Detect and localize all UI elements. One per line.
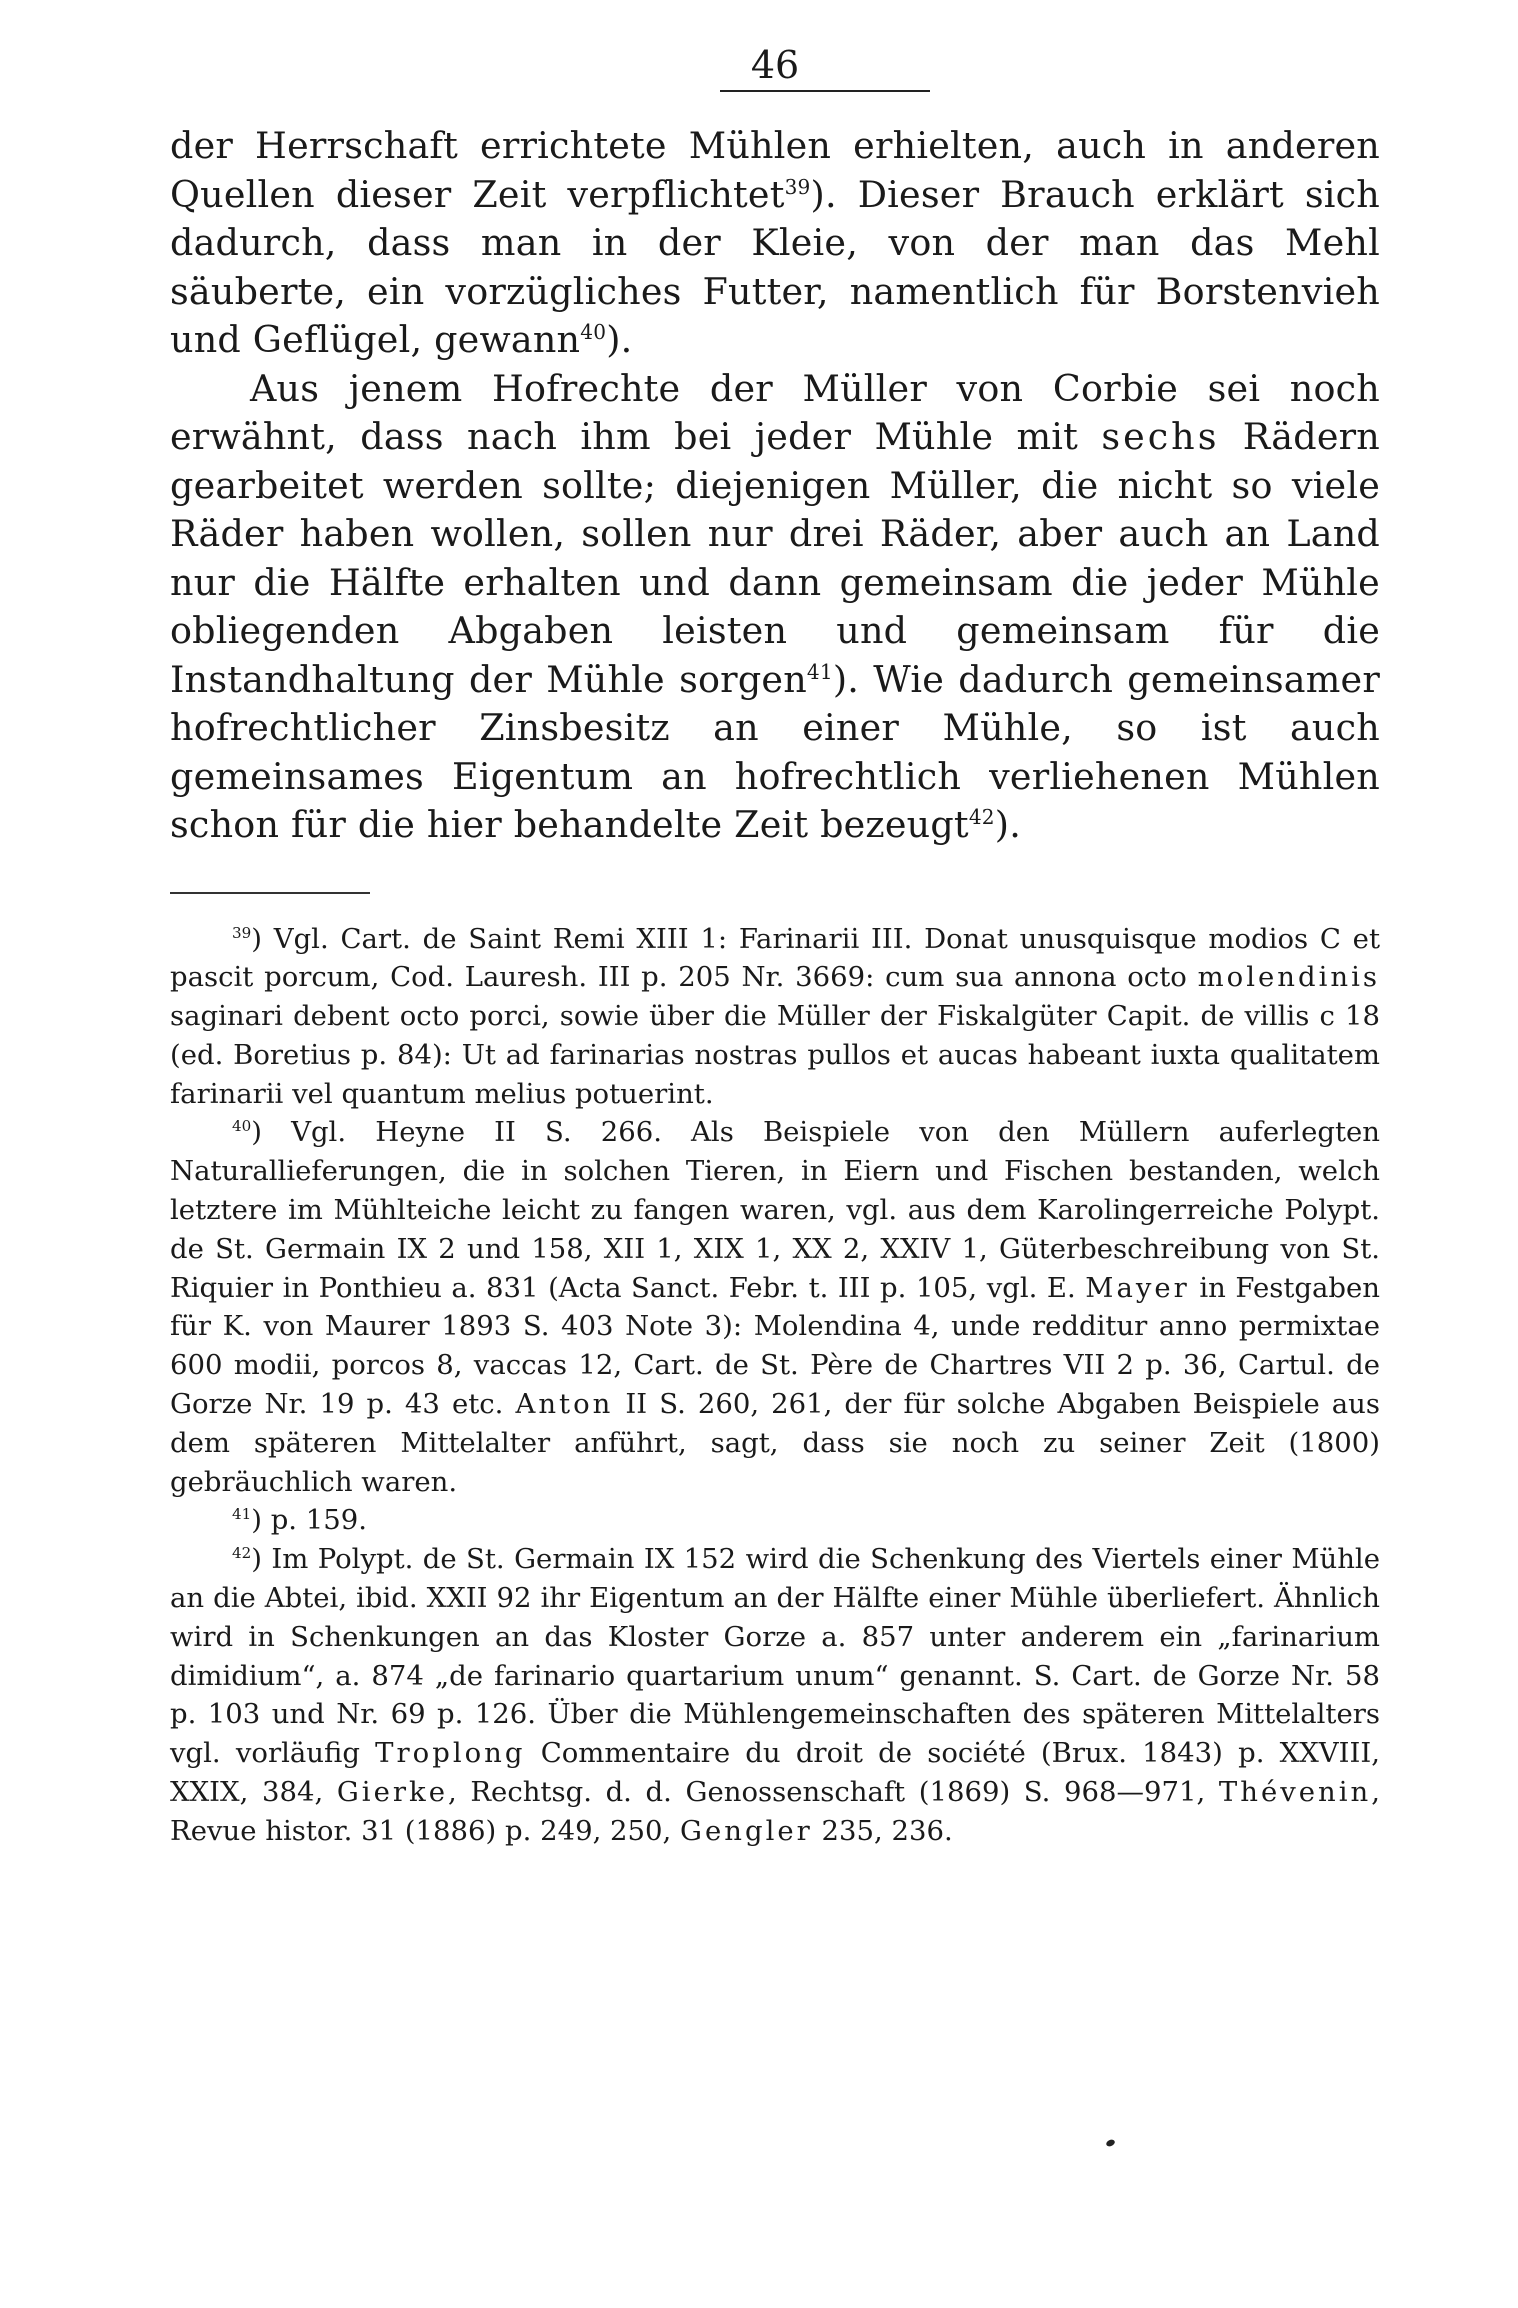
footnote bbox=[170, 1501, 1380, 1540]
footnote-ref: 41 bbox=[806, 659, 833, 684]
text-run: ) Im Polypt. de St. Germain IX 152 wird die Schenkung des Viertels einer Mühle an die Abtei, ibid. XXII 92 ihr Eigentum an der Hälfte einer Mühle überliefert. Ähnlich wird in Schenkungen an das Kloster Gorze a. 857 unter anderem ein „farinarium dimidium“, a. 874 „de farinario quartarium unum“ genannt. S. Cart. de Gorze Nr. 58 p. 103 und Nr. 69 p. 126. Über die Mühlengemeinschaften des späteren Mittelalters vgl. vorläufig bbox=[170, 1543, 1380, 1770]
spaced-emphasis: Anton bbox=[515, 1388, 614, 1421]
ink-mark bbox=[1105, 2138, 1116, 2147]
spaced-emphasis: Troplong bbox=[375, 1737, 526, 1770]
footnote-mark-wrap bbox=[170, 1116, 251, 1148]
footnote-number: 40 bbox=[232, 1117, 252, 1136]
footnote-number: 41 bbox=[232, 1505, 252, 1524]
body-text bbox=[170, 122, 1380, 850]
footnotes bbox=[170, 920, 1380, 1851]
spaced-emphasis: Gengler bbox=[680, 1814, 813, 1847]
footnote-ref: 42 bbox=[968, 804, 995, 829]
page-number-rule bbox=[720, 90, 930, 92]
footnote-number: 39 bbox=[232, 923, 252, 942]
spaced-emphasis: molendinis bbox=[1197, 961, 1380, 994]
text-run: ). Wie dadurch gemeinsamer hofrechtlicher Zinsbesitz an einer Mühle, so ist auch gemeinsames Eigentum an hofrechtlich verliehenen Mühlen schon für die hier behandelte Zeit bezeugt bbox=[170, 657, 1380, 846]
text-run: in Festgaben für K. von Maurer 1893 S. 403 Note 3): Molendina 4, unde redditur anno permixtae 600 modii, porcos 8, vaccas 12, Cart. de St. Père de Chartres VII 2 p. 36, Cartul. de Gorze Nr. 19 p. 43 etc. bbox=[170, 1271, 1381, 1421]
spaced-emphasis: Mayer bbox=[1085, 1271, 1190, 1304]
page-number: 46 bbox=[750, 43, 800, 87]
spaced-emphasis: Thévenin bbox=[1218, 1776, 1372, 1809]
footnote bbox=[170, 1540, 1380, 1850]
text-run: , Revue histor. 31 (1886) p. 249, 250, bbox=[170, 1776, 1380, 1847]
footnote bbox=[170, 920, 1380, 1114]
footnote-number: 42 bbox=[232, 1544, 252, 1563]
text-run: 235, 236. bbox=[812, 1814, 953, 1847]
text-run: , Rechtsg. d. d. Genossenschaft (1869) S. 968—971, bbox=[447, 1776, 1219, 1809]
text-run: ). bbox=[606, 318, 633, 361]
text-run: ) p. 159. bbox=[251, 1504, 368, 1537]
footnote-separator bbox=[170, 892, 370, 894]
footnote-ref: 40 bbox=[580, 319, 607, 344]
text-run: saginari debent octo porci, sowie über die Müller der Fiskalgüter Capit. de villis c 18 (ed. Boretius p. 84): Ut ad farinarias nostras pullos et aucas habeant iuxta qualitatem farinarii vel quantum melius potuerint. bbox=[170, 1000, 1380, 1110]
text-run: ) Vgl. Heyne II S. 266. Als Beispiele von den Müllern auferlegten Naturallieferungen, die in solchen Tieren, in Eiern und Fischen bestanden, welch letztere im Mühlteiche leicht zu fangen waren, vgl. aus dem Karolingerreiche Polypt. de St. Germain IX 2 und 158, XII 1, XIX 1, XX 2, XXIV 1, Güterbeschreibung von St. Riquier in Ponthieu a. 831 (Acta Sanct. Febr. t. III p. 105, vgl. E. bbox=[170, 1116, 1380, 1304]
text-run: der Herrschaft errichtete Mühlen erhielten, auch in anderen Quellen dieser Zeit verpflichtet bbox=[170, 124, 1380, 216]
footnote bbox=[170, 1113, 1380, 1501]
text-run: ) Vgl. Cart. de Saint Remi XIII 1: Farinarii III. Donat unusquisque modios C et pascit porcum, Cod. Lauresh. III p. 205 Nr. 3669: cum sua annona octo bbox=[170, 922, 1380, 994]
footnote-mark-wrap bbox=[170, 923, 251, 955]
page bbox=[170, 40, 1380, 1851]
footnote-mark-wrap bbox=[170, 1504, 251, 1536]
footnote-ref: 39 bbox=[784, 174, 811, 199]
paragraph bbox=[170, 365, 1380, 850]
footnote-mark-wrap bbox=[170, 1543, 251, 1575]
paragraph bbox=[170, 122, 1380, 365]
spaced-emphasis: Gierke bbox=[336, 1776, 448, 1809]
text-run: Rädern gearbeitet werden sollte; diejenigen Müller, die nicht so viele Räder haben wollen, sollen nur drei Räder, aber auch an Land nur die Hälfte erhalten und dann gemeinsam die jeder Mühle obliegenden Abgaben leisten und gemeinsam für die Instandhaltung der Mühle sorgen bbox=[170, 415, 1380, 701]
text-run: ). Dieser Brauch erklärt sich dadurch, dass man in der Kleie, von der man das Mehl säuberte, ein vorzügliches Futter, namentlich für Borstenvieh und Geflügel, gewann bbox=[170, 172, 1380, 361]
text-run: II S. 260, 261, der für solche Abgaben Beispiele aus dem späteren Mittelalter anführt, sagt, dass sie noch zu seiner Zeit (1800) gebräuchlich waren. bbox=[170, 1388, 1380, 1498]
text-run: ). bbox=[994, 803, 1021, 846]
text-run: Aus jenem Hofrechte der Müller von Corbie sei noch erwähnt, dass nach ihm bei jeder Mühle mit bbox=[170, 366, 1380, 458]
text-run: Commentaire du droit de société (Brux. 1843) p. XXVIII, XXIX, 384, bbox=[170, 1737, 1380, 1809]
spaced-emphasis: sechs bbox=[1101, 415, 1220, 458]
